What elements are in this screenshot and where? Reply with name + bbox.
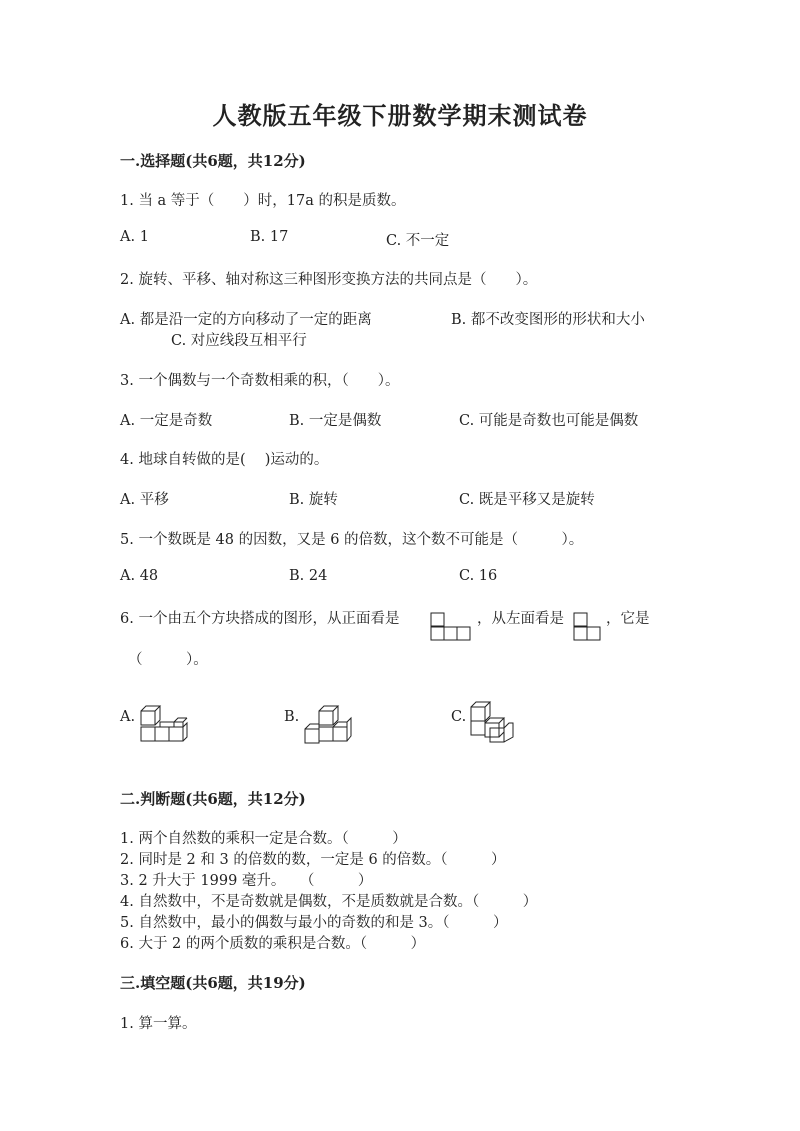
q6-option-c: C.: [451, 709, 467, 725]
judgement-item: 3. 2 升大于 1999 毫升。 （ ）: [120, 873, 373, 889]
q2-option-a: A. 都是沿一定的方向移动了一定的距离: [120, 312, 372, 328]
cube-figure-c: [468, 700, 518, 746]
judgement-item: 2. 同时是 2 和 3 的倍数的数，一定是 6 的倍数。（ ）: [120, 852, 506, 868]
q4-stem: 4. 地球自转做的是( )运动的。: [120, 452, 329, 468]
q1-option-c: C. 不一定: [386, 233, 450, 249]
q6-stem-part1: 6. 一个由五个方块搭成的图形，从正面看是: [120, 611, 400, 627]
section-heading-choice: 一.选择题(共6题，共12分): [120, 152, 306, 170]
q6-option-b: B.: [284, 709, 300, 725]
judgement-item: 5. 自然数中，最小的偶数与最小的奇数的和是 3。（ ）: [120, 915, 508, 931]
fill-q1-stem: 1. 算一算。: [120, 1016, 197, 1032]
q4-option-c: C. 既是平移又是旋转: [459, 492, 595, 508]
q6-option-a: A.: [120, 709, 136, 725]
q2-option-b: B. 都不改变图形的形状和大小: [451, 312, 645, 328]
q5-option-c: C. 16: [459, 568, 498, 584]
judgement-item: 1. 两个自然数的乘积一定是合数。（ ）: [120, 831, 407, 847]
q2-stem: 2. 旋转、平移、轴对称这三种图形变换方法的共同点是（ ）。: [120, 272, 538, 288]
q6-stem-part2: ，从左面看是: [477, 611, 564, 627]
q1-option-a: A. 1: [120, 229, 149, 245]
section-heading-fill-blank: 三.填空题(共6题，共19分): [120, 974, 306, 992]
cube-figure-b: [302, 703, 352, 745]
front-view-figure: [430, 612, 474, 642]
section-heading-judgement: 二.判断题(共6题，共12分): [120, 790, 306, 808]
left-view-figure: [573, 612, 603, 642]
q5-option-a: A. 48: [120, 568, 159, 584]
q3-option-b: B. 一定是偶数: [289, 413, 382, 429]
q4-option-a: A. 平移: [120, 492, 169, 508]
q5-stem: 5. 一个数既是 48 的因数，又是 6 的倍数，这个数不可能是（ ）。: [120, 532, 584, 548]
q6-stem-line2: （ ）。: [128, 652, 208, 668]
judgement-item: 6. 大于 2 的两个质数的乘积是合数。（ ）: [120, 936, 426, 952]
judgement-item: 4. 自然数中，不是奇数就是偶数，不是质数就是合数。（ ）: [120, 894, 538, 910]
q1-option-b: B. 17: [250, 229, 289, 245]
cube-figure-a: [138, 703, 188, 745]
q2-option-c: C. 对应线段互相平行: [171, 333, 307, 349]
q4-option-b: B. 旋转: [289, 492, 338, 508]
q3-option-a: A. 一定是奇数: [120, 413, 213, 429]
q3-option-c: C. 可能是奇数也可能是偶数: [459, 413, 639, 429]
q1-stem: 1. 当 a 等于（ ）时，17a 的积是质数。: [120, 193, 406, 209]
page-title: 人教版五年级下册数学期末测试卷: [212, 101, 588, 130]
q5-option-b: B. 24: [289, 568, 328, 584]
q3-stem: 3. 一个偶数与一个奇数相乘的积，（ ）。: [120, 373, 400, 389]
q6-stem-part3: ，它是: [606, 611, 650, 627]
